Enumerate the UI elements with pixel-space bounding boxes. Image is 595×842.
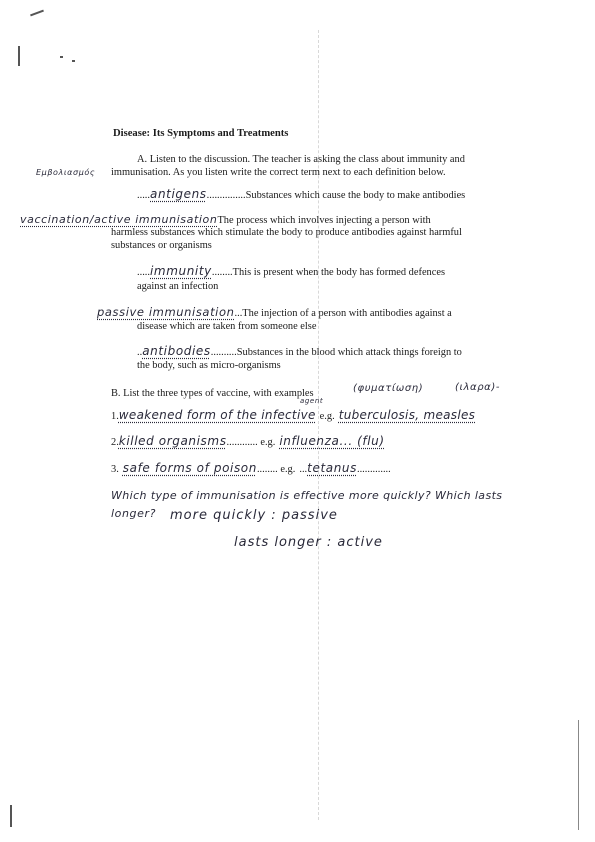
b-row-1-eg: e.g. — [319, 411, 335, 422]
margin-note: Εμβολιασμός — [36, 168, 96, 177]
section-b-heading: B. List the three types of vaccine, with examples — [111, 388, 314, 399]
scan-speck — [578, 720, 579, 830]
b-row-1-above: agent — [300, 397, 324, 405]
b-row-3-num: 3. — [111, 464, 119, 475]
item-3-definition-line1: ........This is present when the body has formed defences — [211, 267, 446, 278]
section-b-note-right: (ιλαρα)- — [455, 382, 501, 393]
b-row-3-eg: e.g. — [280, 464, 296, 475]
b-row-2-example: influenza... (flu) — [279, 434, 385, 448]
item-4-answer: passive immunisation — [97, 305, 235, 319]
b-row-2: 2.killed organisms............ e.g. influenza... (flu) — [111, 434, 385, 448]
item-2-row — [20, 213, 431, 227]
b-row-3: 3. safe forms of poison........ e.g. ...tetanus............. — [111, 461, 391, 475]
b-row-1-num: 1. — [111, 411, 119, 422]
item-4-definition-line2: disease which are taken from someone else — [137, 321, 317, 332]
section-a-intro-line1: A. Listen to the discussion. The teacher is asking the class about immunity and — [137, 154, 465, 165]
item-1-row: .....antigens...............Substances which cause the body to make antibodies — [137, 187, 466, 201]
item-5-answer: antibodies — [142, 344, 211, 358]
item-4-definition-line1: ...The injection of a person with antibodies against a — [234, 308, 452, 319]
item-4-row — [97, 306, 452, 320]
b-row-1 — [111, 406, 475, 424]
scan-speck — [30, 10, 44, 17]
item-1-answer: antigens — [150, 187, 207, 201]
item-2-answer: vaccination/active immunisation — [20, 213, 218, 226]
handwritten-question-line2: longer? — [111, 507, 157, 520]
b-row-3-example: tetanus — [307, 461, 357, 475]
item-2-definition-line2: harmless substances which stimulate the body to produce antibodies against harmful — [111, 227, 462, 238]
handwritten-answer-2: lasts longer : active — [234, 535, 383, 550]
item-2-definition-line1: The process which involves injecting a person with — [217, 215, 431, 226]
item-5-definition-line1: ..........Substances in the blood which attack things foreign to — [210, 347, 462, 358]
b-row-1-answer: weakened form of the infective — [118, 408, 316, 422]
item-2-definition-line3: substances or organisms — [111, 240, 212, 251]
item-1-dots: ............... — [206, 190, 246, 201]
handwritten-question-line1: Which type of immunisation is effective more quickly? Which lasts — [111, 489, 503, 502]
handwritten-answer-1: more quickly : passive — [170, 508, 338, 523]
item-3-definition-line2: against an infection — [137, 281, 219, 292]
b-row-2-answer: killed organisms — [118, 434, 227, 448]
section-b-note-left: (φυματίωση) — [353, 383, 424, 394]
item-5-row: ..antibodies..........Substances in the blood which attack things foreign to — [137, 344, 462, 358]
item-3-answer: immunity — [150, 264, 212, 278]
b-row-2-num: 2. — [111, 437, 119, 448]
item-3-row: .....immunity........This is present when the body has formed defences — [137, 264, 446, 278]
page-title: Disease: Its Symptoms and Treatments — [113, 128, 289, 139]
b-row-2-eg: e.g. — [260, 437, 276, 448]
scan-speck — [60, 56, 63, 58]
section-a-intro-line2: immunisation. As you listen write the correct term next to each definition below. — [111, 167, 446, 178]
page-fold-line — [318, 30, 319, 820]
scan-speck — [72, 60, 75, 62]
scan-speck — [10, 805, 12, 827]
scan-speck — [18, 46, 20, 66]
b-row-1-example: tuberculosis, measles — [338, 408, 476, 422]
b-row-3-answer: safe forms of poison — [122, 461, 257, 475]
item-1-definition: Substances which cause the body to make antibodies — [245, 190, 466, 201]
item-5-definition-line2: the body, such as micro-organisms — [137, 360, 281, 371]
